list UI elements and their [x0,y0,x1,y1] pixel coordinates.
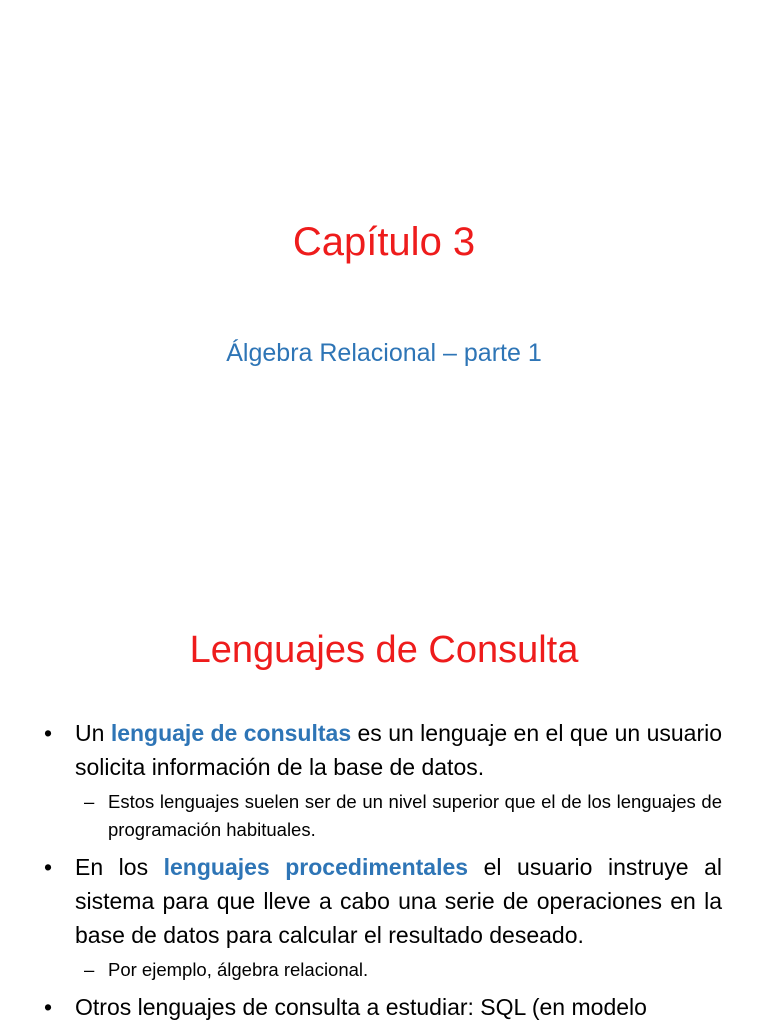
bullet-list [44,716,722,1024]
bullet-text-before: En los [75,854,164,880]
bullet-item [44,716,722,784]
sub-bullet-item [44,788,722,844]
sub-bullet-text: Estos lenguajes suelen ser de un nivel superior que el de los lenguajes de programación habituales. [108,791,722,840]
bullet-item [44,990,722,1024]
bullet-text-before: Un [75,720,111,746]
highlighted-term: lenguajes procedimentales [163,854,469,880]
bullet-item [44,850,722,952]
bullet-text: Otros lenguajes de consulta a estudiar: SQL (en modelo [75,994,647,1020]
highlighted-term: lenguaje de consultas [110,720,352,746]
chapter-subtitle: Álgebra Relacional – parte 1 [226,339,542,367]
dash-marker: – [84,959,95,980]
bullet-text-after: el usuario instruye al sistema para que lleve a cabo una serie de operaciones en la base de datos para calcular el resultado deseado. [75,854,722,948]
slide-title: Lenguajes de Consulta [189,629,579,671]
sub-bullet-text: Por ejemplo, álgebra relacional. [108,959,369,980]
bullet-text-after: es un lenguaje en el que un usuario solicita información de la base de datos. [75,720,723,780]
chapter-title: Capítulo 3 [292,220,476,264]
dash-marker: – [84,791,95,812]
content-slide [0,576,768,1024]
sub-bullet-item [44,956,722,984]
